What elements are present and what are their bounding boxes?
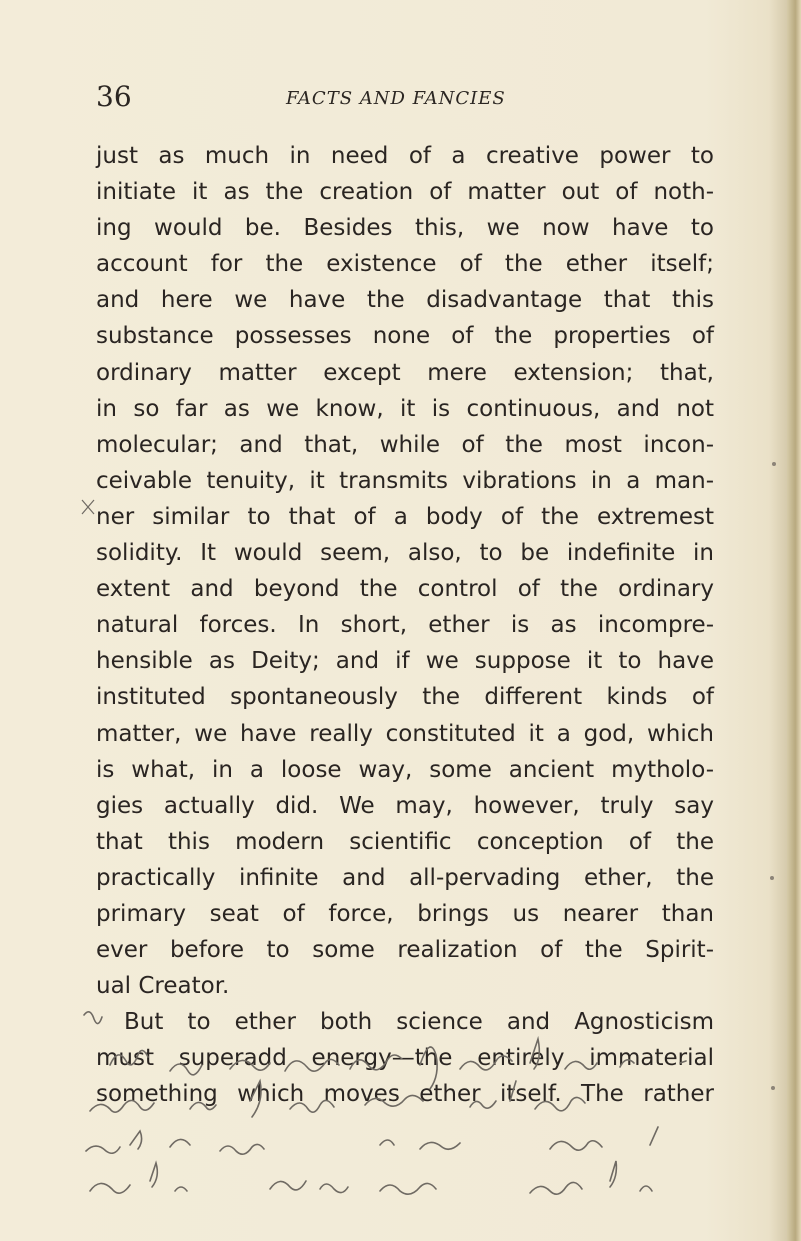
text-line: gies actually did. We may, however, truly say [96, 792, 714, 819]
margin-mark-icon [80, 498, 96, 516]
text-line: practically infinite and all-pervading ether, the [96, 864, 714, 891]
text-line: instituted spontaneously the different kinds of [96, 684, 714, 711]
text-line: molecular; and that, while of the most incon- [96, 431, 714, 458]
text-line: extent and beyond the control of the ordinary [96, 576, 714, 603]
margin-dot-icon [772, 462, 776, 466]
page-edge [787, 0, 801, 1241]
text-line: primary seat of force, brings us nearer than [96, 900, 714, 927]
page-number: 36 [96, 80, 132, 113]
text-line: solidity. It would seem, also, to be indefinite in [96, 540, 714, 567]
text-line: just as much in need of a creative power to [96, 143, 714, 169]
text-line: in so far as we know, it is continuous, and not [96, 395, 714, 422]
text-line: ual Creator. [96, 973, 230, 1000]
text-line: But to ether both science and Agnosticism [124, 1009, 714, 1036]
body-text [96, 138, 714, 1113]
text-line: ever before to some realization of the Spirit- [96, 937, 714, 964]
margin-dot-icon [771, 1086, 775, 1090]
text-line: is what, in a loose way, some ancient mytholo- [96, 756, 714, 783]
text-line: ner similar to that of a body of the extremest [96, 503, 714, 530]
text-line: matter, we have really constituted it a god, which [96, 720, 714, 747]
text-line: account for the existence of the ether itself; [96, 251, 714, 278]
text-line: ing would be. Besides this, we now have to [96, 215, 714, 242]
text-line: ceivable tenuity, it transmits vibrations in a man- [96, 467, 714, 494]
handwritten-annotation-icon [80, 1005, 720, 1235]
text-line: hensible as Deity; and if we suppose it to have [96, 648, 714, 675]
page-header [96, 80, 716, 120]
margin-dot-icon [770, 876, 774, 880]
text-line: that this modern scientific conception of the [96, 828, 714, 855]
text-line: initiate it as the creation of matter out of noth- [96, 179, 714, 206]
text-line: natural forces. In short, ether is as incompre- [96, 612, 714, 639]
text-line: and here we have the disadvantage that this [96, 287, 714, 314]
text-line: ordinary matter except mere extension; that, [96, 359, 714, 386]
text-line: substance possesses none of the properties of [96, 323, 714, 350]
text-line: something which moves ether itself. The rather [96, 1081, 714, 1108]
text-line: must superadd energy—the entirely immaterial [96, 1045, 714, 1072]
running-title: FACTS AND FANCIES [286, 88, 506, 109]
